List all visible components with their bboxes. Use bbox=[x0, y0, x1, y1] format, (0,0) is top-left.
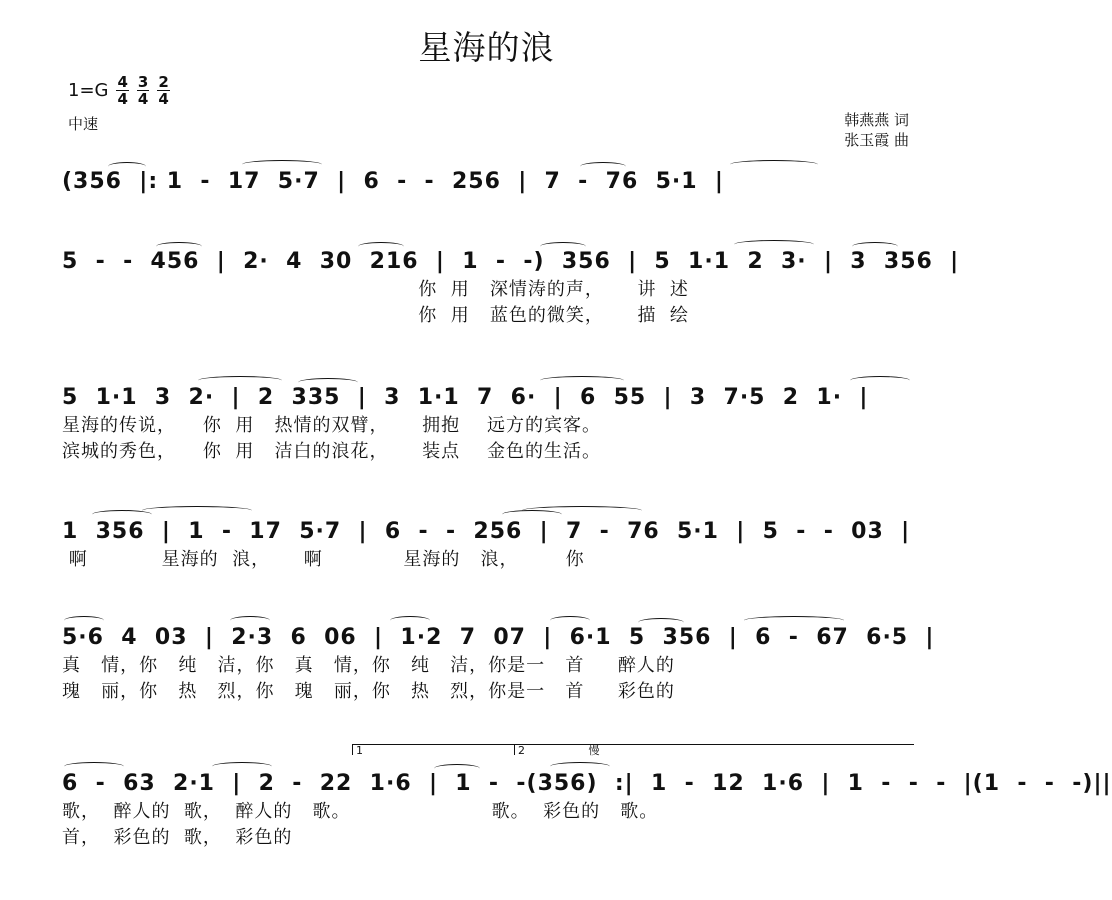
time-signature-top: 3 bbox=[137, 73, 149, 91]
lyrics-verse-2: 首， 彩色的 歌， 彩色的 bbox=[62, 827, 293, 848]
key-signature-row bbox=[68, 74, 170, 107]
notation-line: 5 - - 456 | 2· 4 30 216 | 1 - -) 356 | 5 1·1 2 3· | 3 356 | bbox=[62, 249, 960, 274]
notation-line: 6 - 63 2·1 | 2 - 22 1·6 | 1 - -(356) :| 1 - 12 1·6 | 1 - - - |(1 - - -)|| bbox=[62, 771, 1112, 796]
triplet-slur bbox=[540, 242, 586, 251]
notation-line: (356 |: 1 - 17 5·7 | 6 - - 256 | 7 - 76 5·1 | bbox=[62, 169, 724, 194]
slur bbox=[550, 616, 590, 625]
slur bbox=[242, 160, 322, 169]
music-system-1 bbox=[62, 168, 914, 198]
lyrics-verse-2: 你 用 蓝色的微笑， 描 绘 bbox=[62, 305, 689, 326]
triplet-slur bbox=[156, 242, 202, 251]
music-system-5 bbox=[62, 624, 935, 706]
key-signature: 1=G bbox=[68, 80, 109, 101]
lyrics-verse-2: 瑰 丽，你 热 烈，你 瑰 丽，你 热 烈，你是一 首 彩色的 bbox=[62, 681, 675, 702]
time-signature-bottom: 4 bbox=[137, 90, 149, 108]
music-system-3 bbox=[62, 384, 914, 466]
notation-line: 5 1·1 3 2· | 2 335 | 3 1·1 7 6· | 6 55 | 3 7·5 2 1· | bbox=[62, 385, 869, 410]
time-signature-top: 4 bbox=[117, 73, 128, 91]
lyrics-verse-1: 真 情，你 纯 洁，你 真 情，你 纯 洁，你是一 首 醉人的 bbox=[62, 655, 675, 676]
lyrics-verse-1: 你 用 深情涛的声， 讲 述 bbox=[62, 279, 689, 300]
slur bbox=[390, 616, 430, 625]
first-ending-bracket: 1 bbox=[352, 744, 516, 755]
triplet-slur bbox=[434, 764, 480, 773]
slur bbox=[212, 762, 272, 771]
lyricist-credit: 韩燕燕 词 bbox=[844, 111, 909, 129]
time-signature-2-4 bbox=[157, 74, 169, 107]
credits bbox=[844, 110, 909, 150]
music-system-6 bbox=[62, 744, 1112, 852]
slur bbox=[734, 240, 814, 249]
notation-line: 1 356 | 1 - 17 5·7 | 6 - - 256 | 7 - 76 5·1 | 5 - - 03 | bbox=[62, 519, 911, 544]
music-system-2 bbox=[62, 248, 960, 330]
slur bbox=[522, 506, 642, 515]
slur bbox=[64, 762, 124, 771]
lyrics-verse-1: 星海的传说， 你 用 热情的双臂， 拥抱 远方的宾客。 bbox=[62, 415, 601, 436]
triplet-slur bbox=[580, 162, 626, 171]
slur bbox=[744, 616, 844, 625]
slur bbox=[64, 616, 104, 625]
time-signature-4-4 bbox=[116, 74, 128, 107]
song-title: 星海的浪 bbox=[418, 28, 555, 67]
music-system-4 bbox=[62, 518, 914, 574]
lyrics-verse-2: 滨城的秀色， 你 用 洁白的浪花， 装点 金色的生活。 bbox=[62, 441, 601, 462]
composer-credit: 张玉霞 曲 bbox=[844, 131, 909, 149]
slur bbox=[230, 616, 270, 625]
time-signature-3-4 bbox=[137, 74, 149, 107]
notation-line: 5·6 4 03 | 2·3 6 06 | 1·2 7 07 | 6·1 5 356 | 6 - 67 6·5 | bbox=[62, 625, 935, 650]
second-ending-number: 2 bbox=[518, 744, 525, 757]
triplet-slur bbox=[852, 242, 898, 251]
time-signature-bottom: 4 bbox=[158, 90, 169, 108]
second-ending-bracket bbox=[514, 744, 914, 755]
slur bbox=[550, 762, 610, 771]
slur bbox=[850, 376, 910, 385]
slur bbox=[730, 160, 818, 169]
lyrics-verse-1: 歌， 醉人的 歌， 醉人的 歌。 歌。 彩色的 歌。 bbox=[62, 801, 659, 822]
triplet-slur bbox=[638, 618, 684, 627]
triplet-slur bbox=[358, 242, 404, 251]
time-signature-bottom: 4 bbox=[117, 90, 128, 108]
slur bbox=[540, 376, 624, 385]
time-signature-top: 2 bbox=[158, 73, 169, 91]
slur bbox=[142, 506, 252, 515]
slur bbox=[198, 376, 282, 385]
triplet-slur bbox=[298, 378, 358, 387]
slow-marking: 慢 bbox=[588, 744, 600, 757]
lyrics-verse-1: 啊 星海的 浪， 啊 星海的 浪， 你 bbox=[62, 549, 585, 570]
triplet-slur bbox=[108, 162, 146, 171]
tempo-marking: 中速 bbox=[68, 115, 99, 133]
key-and-time bbox=[68, 74, 170, 134]
